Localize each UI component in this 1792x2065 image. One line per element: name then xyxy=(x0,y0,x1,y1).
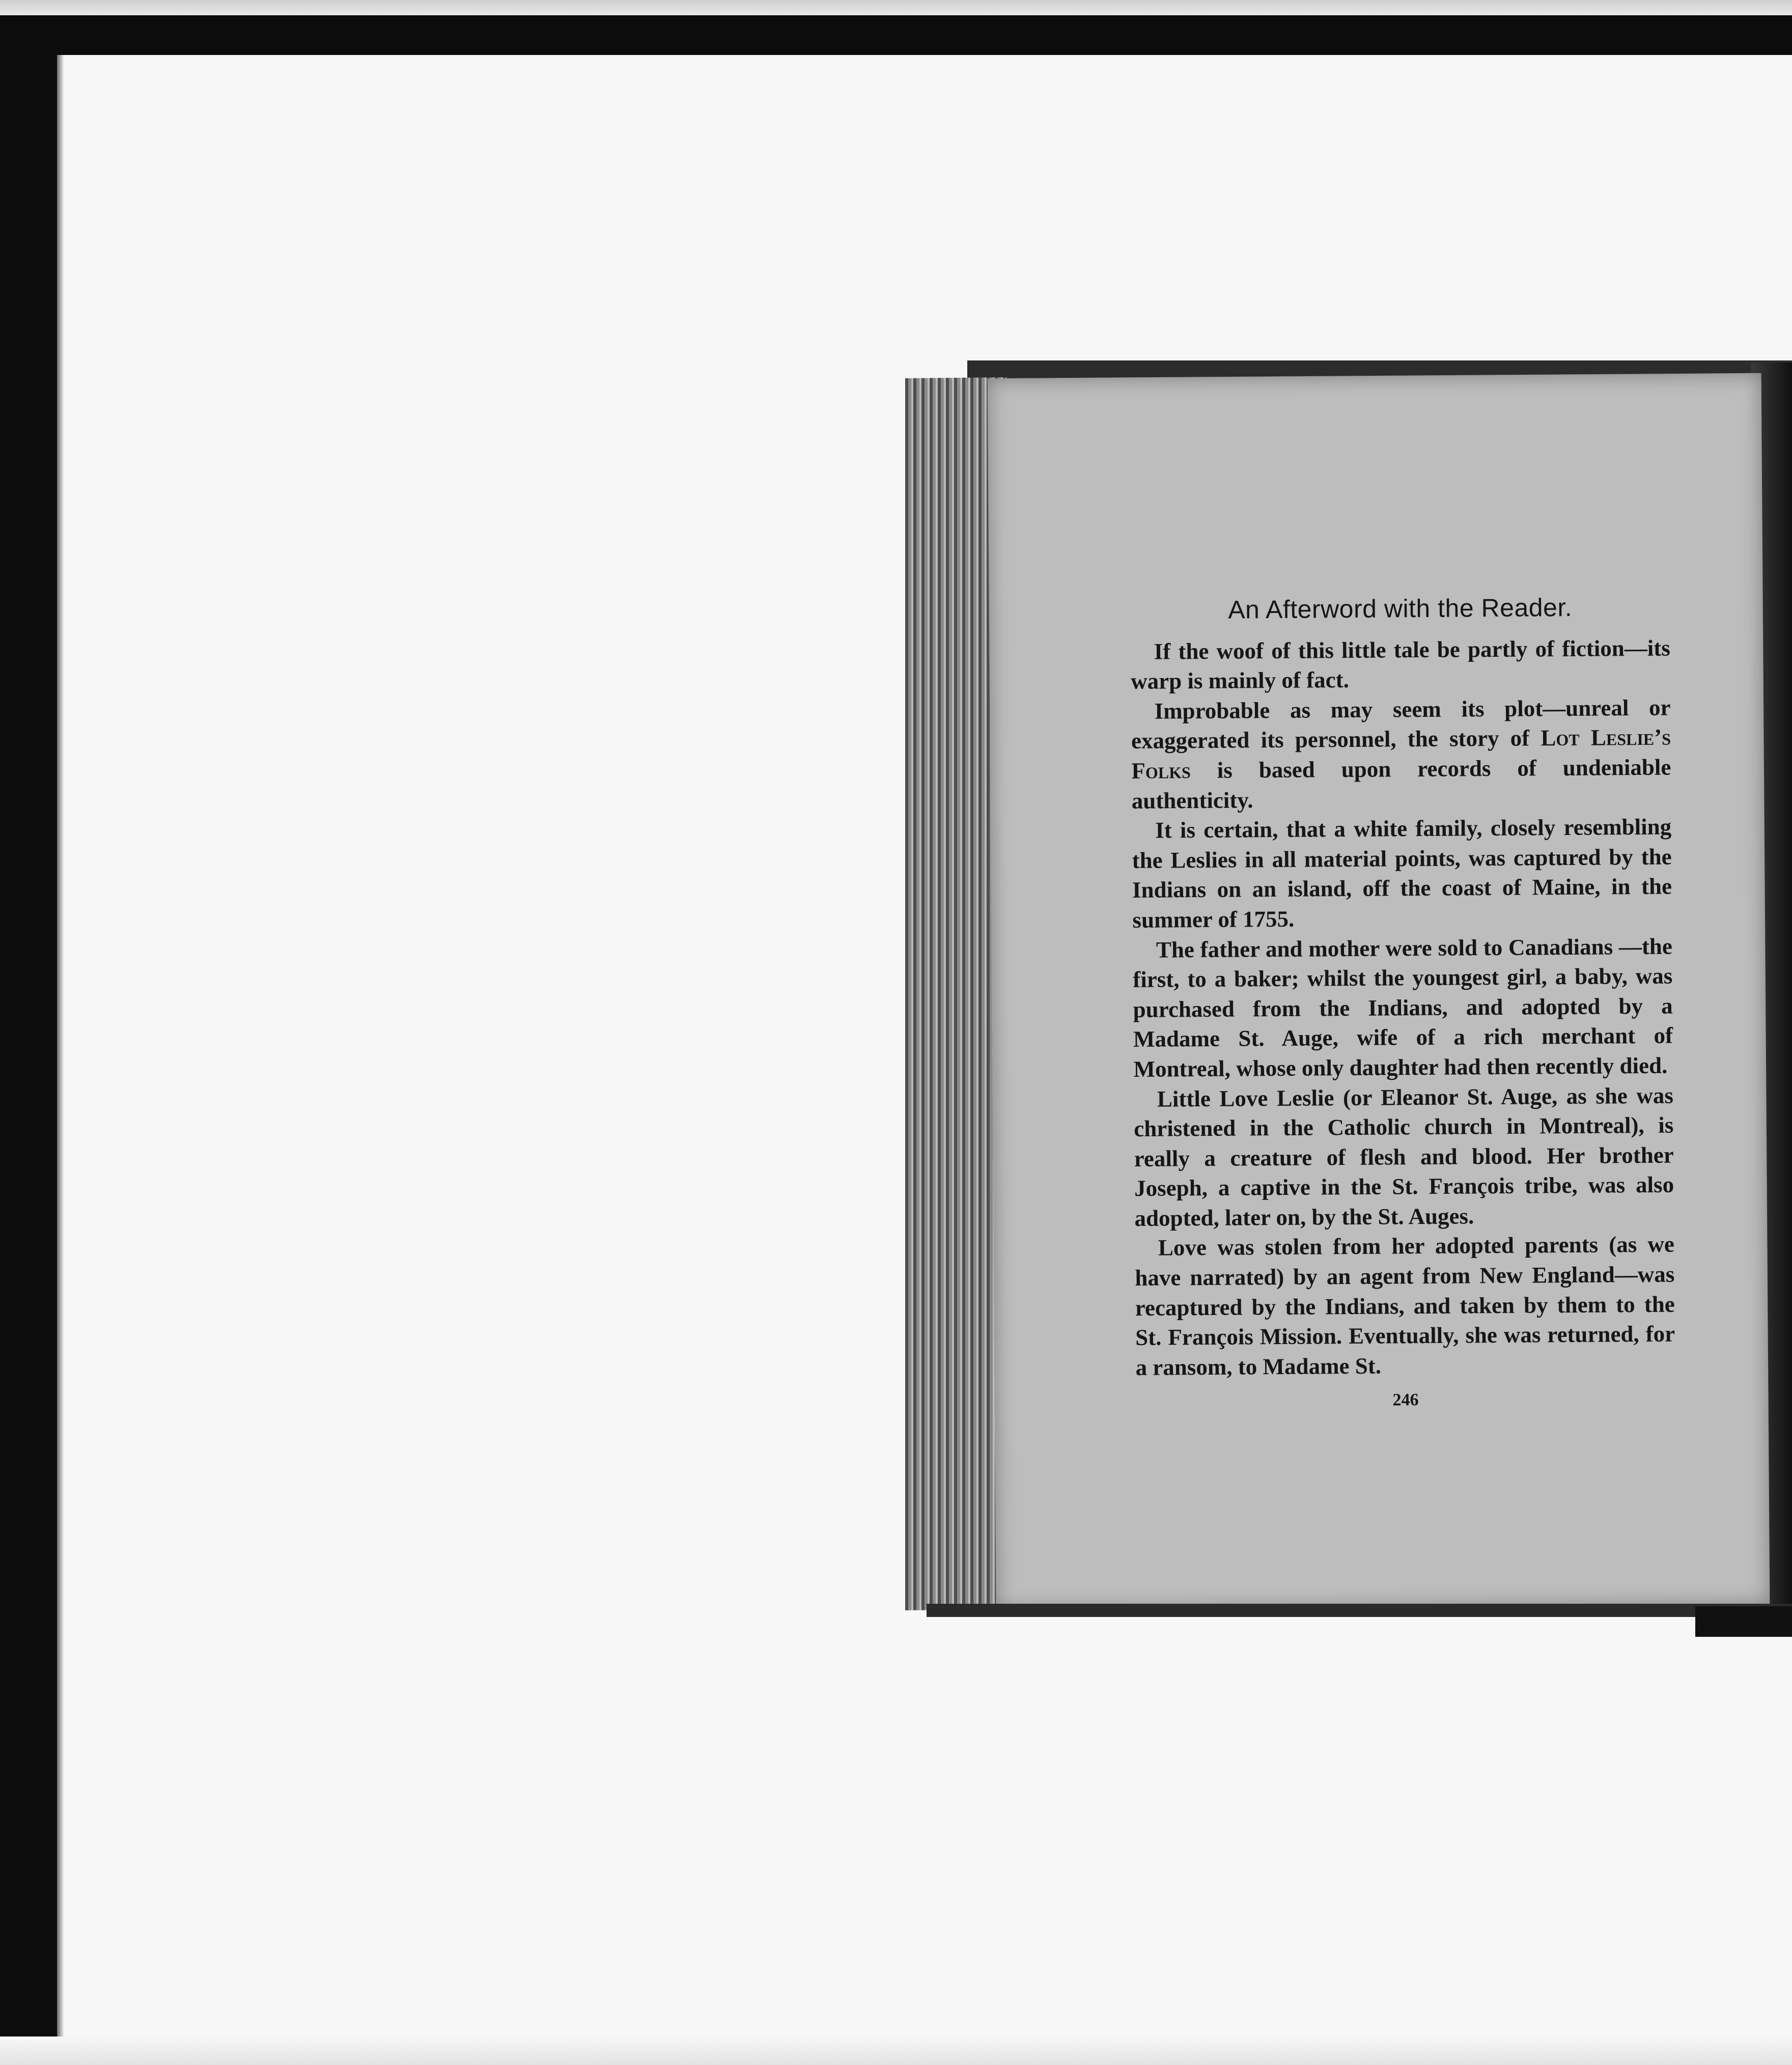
page-text-block xyxy=(1130,592,1675,1417)
paragraph-text: is based upon records of undeniable authenticity. xyxy=(1131,754,1671,814)
book-cover-bottom xyxy=(927,1604,1792,1617)
paragraph-text: Little Love Leslie (or Eleanor St. Auge, as she was christened in the Catholic church in Montreal), is really a creature of flesh and blood. Her brother Joseph, a captive in the St. François tribe, was also adopted, later on, by the St. Auges. xyxy=(1134,1082,1674,1231)
body-paragraph xyxy=(1134,1080,1674,1233)
scan-border-left xyxy=(0,15,57,2065)
page-title: An Afterword with the Reader. xyxy=(1228,593,1573,624)
body-paragraph xyxy=(1135,1230,1675,1382)
body-paragraph xyxy=(1131,692,1671,816)
body-paragraph xyxy=(1131,633,1671,696)
scan-top-strip xyxy=(0,0,1792,15)
paragraph-text: Love was stolen from her adopted parents (as we have narrated) by an agent from New England—was recaptured by the Indians, and taken by them to the St. François Mission. Eventually, she was returned, for a ransom, to Madame St. xyxy=(1135,1232,1675,1380)
book-title-reference: Lot Leslie’s Folks xyxy=(1131,724,1671,784)
body-paragraph xyxy=(1133,931,1673,1084)
paragraph-text: If the woof of this little tale be partly of fiction—its warp is mainly of fact. xyxy=(1130,635,1670,694)
scan-border-top xyxy=(0,15,1792,55)
scan-border-shadow xyxy=(57,55,64,2065)
paragraph-text: The father and mother were sold to Canadians —the first, to a baker; whilst the youngest girl, a baby, was purchased from the Indians, and adopted by a Madame St. Auge, wife of a rich merchant of Montreal, whose only daughter had then recently died. xyxy=(1133,933,1673,1082)
page-number: 246 xyxy=(1392,1390,1419,1410)
page-body xyxy=(1131,633,1675,1382)
paragraph-text: Improbable as may seem its plot—unreal or exaggerated its personnel, the story of xyxy=(1131,694,1671,754)
body-paragraph xyxy=(1132,812,1672,935)
scan-bottom-edge xyxy=(0,2036,1792,2065)
book-cover-corner xyxy=(1695,1606,1792,1637)
paragraph-text: It is certain, that a white family, closely resembling the Leslies in all material points, was captured by the Indians on an island, off the coast of Maine, in the summer of 1755. xyxy=(1132,814,1672,933)
